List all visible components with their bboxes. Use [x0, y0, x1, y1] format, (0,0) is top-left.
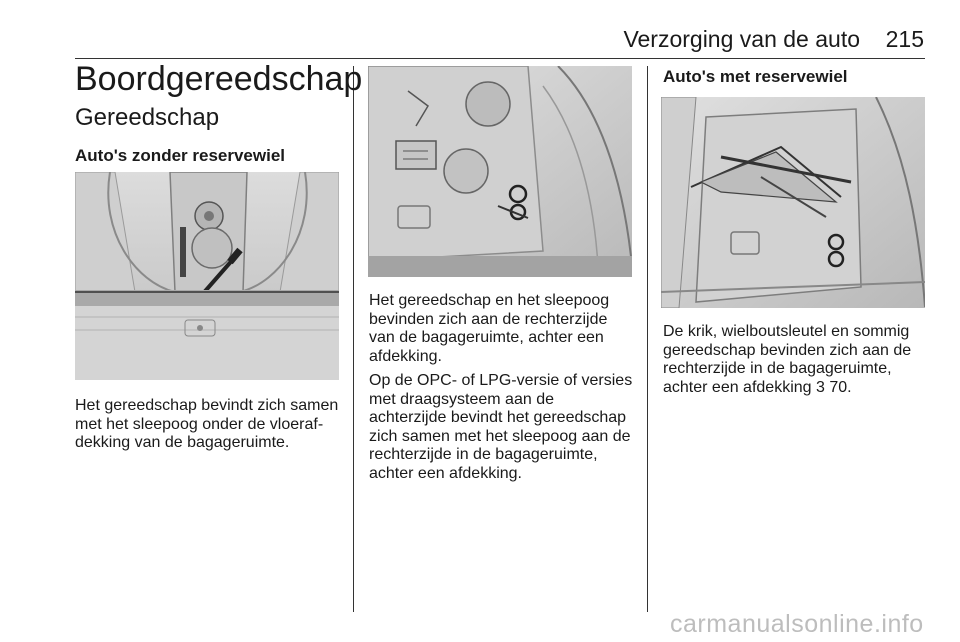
page-number: 215	[885, 26, 924, 52]
illustration-side-compartment-tools	[368, 66, 632, 277]
paragraph-opc-lpg-version: Op de OPC- of LPG-versie of versies met draagsysteem aan de achterzijde bevindt het gereedschap zich samen met het sleepoog aan de rechterzijde in de bagageruimte, achter een afdekking.	[369, 372, 633, 482]
section-subtitle: Gereedschap	[75, 104, 220, 131]
watermark: carmanualsonline.info	[670, 610, 924, 638]
cross-reference-page: 70.	[829, 378, 852, 396]
heading-with-spare-wheel: Auto's met reservewiel	[663, 67, 848, 86]
column-divider-1	[353, 66, 354, 612]
header-title: Verzorging van de auto	[623, 26, 860, 52]
paragraph-without-spare-wheel: Het gereedschap bevindt zich samen met het sleepoog onder de vloerafdekking van de bagageruimte.	[75, 397, 339, 451]
paragraph-with-spare-wheel-text: De krik, wielboutsleutel en sommig gereedschap bevinden zich aan de rechterzijde in de bagageruimte, achter een afdekking	[663, 323, 912, 396]
illustration-jack-and-wrench	[661, 97, 925, 308]
section-title: Boordgereedschap	[75, 60, 363, 98]
column-divider-2	[647, 66, 648, 612]
heading-without-spare-wheel: Auto's zonder reservewiel	[75, 146, 286, 165]
illustration-floor-compartment-tools	[75, 172, 339, 380]
header-rule	[75, 58, 925, 59]
paragraph-with-spare-wheel	[663, 323, 928, 397]
arrow-reference-icon: 3	[816, 378, 825, 396]
paragraph-side-compartment: Het gereedschap en het sleepoog bevinden zich aan de rechterzijde van de bagageruimte, achter een afdekking.	[369, 292, 610, 365]
